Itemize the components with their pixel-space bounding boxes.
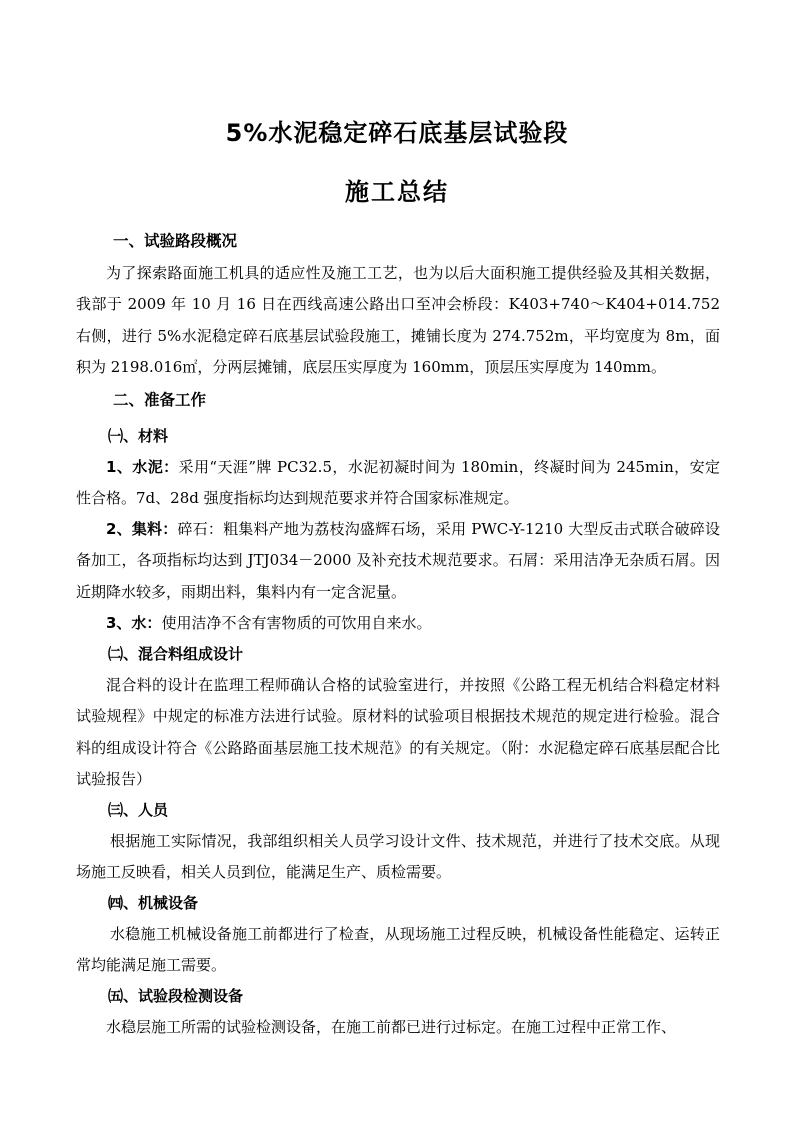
personnel-heading: ㈢、人员 [108, 801, 169, 819]
material-item-water-lead: 3、水： [106, 614, 162, 632]
equipment-heading: ㈣、机械设备 [108, 894, 199, 912]
material-item-cement [76, 452, 720, 515]
mix-design-heading: ㈡、混合料组成设计 [108, 645, 244, 663]
document-subtitle: 施工总结 [345, 178, 449, 206]
testing-equipment-paragraph: 水稳层施工所需的试验检测设备，在施工前都已进行过标定。在施工过程中正常工作、 [106, 1018, 677, 1036]
section1-paragraph: 为了探索路面施工机具的适应性及施工工艺，也为以后大面积施工提供经验及其相关数据，我部于 2009 年 10 月 16 日在西线高速公路出口至冲会桥段：K403+740～K404+014.752 右侧，进行 5%水泥稳定碎石底基层试验段施工，摊铺长度为 274.752m，平均宽度为 8m，面积为 2198.016㎡，分两层摊铺，底层压实厚度为 160mm，顶层压实厚度为 140mm。 [76, 264, 720, 376]
materials-heading: ㈠、材料 [108, 427, 169, 445]
personnel-paragraph: 根据施工实际情况，我部组织相关人员学习设计文件、技术规范，并进行了技术交底。从现场施工反映看，相关人员到位，能满足生产、质检需要。 [76, 832, 720, 882]
material-item-water-text: 使用洁净不含有害物质的可饮用自来水。 [161, 614, 432, 632]
equipment-paragraph: 水稳施工机械设备施工前都进行了检查，从现场施工过程反映，机械设备性能稳定、运转正常均能满足施工需要。 [76, 925, 720, 975]
section2-heading: 二、准备工作 [113, 391, 207, 409]
material-item-water [76, 608, 720, 639]
material-item-cement-text: 采用“天涯”牌 PC32.5，水泥初凝时间为 180min，终凝时间为 245min，安定性合格。7d、28d 强度指标均达到规范要求并符合国家标准规定。 [76, 458, 720, 508]
testing-equipment-heading: ㈤、试验段检测设备 [108, 987, 244, 1005]
material-item-aggregate-text: 碎石：粗集料产地为荔枝沟盛辉石场，采用 PWC-Y-1210 大型反击式联合破碎设备加工，各项指标均达到 JTJ034－2000 及补充技术规范要求。石屑：采用洁净无杂质石屑。因近期降水较多，雨期出料，集料内有一定含泥量。 [76, 520, 720, 601]
material-item-aggregate [76, 514, 720, 608]
material-item-aggregate-lead: 2、集料： [106, 520, 178, 538]
mix-design-paragraph: 混合料的设计在监理工程师确认合格的试验室进行，并按照《公路工程无机结合料稳定材料试验规程》中规定的标准方法进行试验。原材料的试验项目根据技术规范的规定进行检验。混合料的组成设计符合《公路路面基层施工技术规范》的有关规定。（附：水泥稳定碎石底基层配合比试验报告） [76, 676, 720, 788]
material-item-cement-lead: 1、水泥： [106, 458, 179, 476]
section1-heading: 一、试验路段概况 [113, 232, 238, 250]
document-title: 5%水泥稳定碎石底基层试验段 [225, 119, 569, 147]
